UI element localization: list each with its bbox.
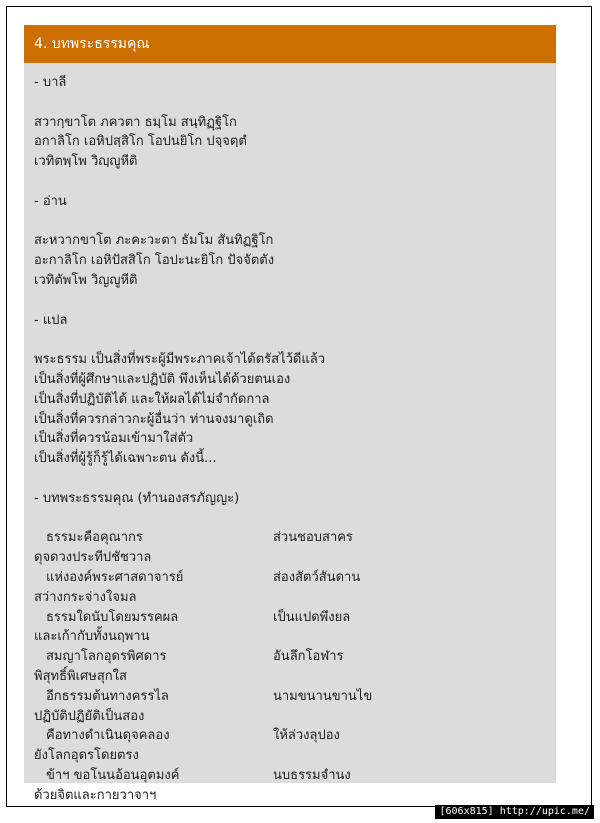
content-panel [24,63,556,803]
translation-heading: - แปล [34,312,68,328]
chant-right: ส่วนชอบสาคร [273,530,353,546]
chant-left: ธรรมใดนับโดยมรรคผล [46,609,179,625]
translation-line: เป็นสิ่งที่ผู้ศึกษาและปฏิบัติ พึงเห็นได้ด้วยตนเอง [34,371,291,387]
chant-stanza [34,608,546,648]
chant-cont: และเก้ากับทั้งนฤพาน [34,629,150,645]
chant-heading: - บทพระธรรมคุณ (ทำนองสรภัญญะ) [34,490,240,506]
chant-cont: ด้วยจิตและกายวาจาฯ [34,787,157,803]
image-host-watermark: [606x815] http://upic.me/ [435,805,594,819]
translation-line: เป็นสิ่งที่ควรน้อมเข้ามาใส่ตัว [34,431,194,447]
chant-cont: สว่างกระจ่างใจมล [34,589,137,605]
chant-stanza [34,687,546,727]
chant-right: เป็นแปดพึงยล [273,609,351,625]
chant-stanza [34,726,546,766]
translation-line: เป็นสิ่งที่ควรกล่าวกะผู้อื่นว่า ท่านจงมาดูเถิด [34,411,274,427]
chant-right: นบธรรมจำนง [273,767,351,783]
chant-left: สมญาโลกอุดรพิศดาร [46,649,167,665]
chant-right: ให้ล่วงลุปอง [273,728,340,744]
pali-heading: - บาลี [34,75,67,90]
pali-line: เวทิตพฺโพ วิญฺญูหีติ [34,154,138,170]
chant-left: อีกธรรมต้นทางครรไล [46,688,169,704]
reading-line: สะหวากขาโต ภะคะวะตา ธัมโม สันทิฏฐิโก [34,233,274,249]
chant-cont: ดุจดวงประทีปชัชวาล [34,550,152,566]
reading-line: อะกาลิโก เอหิปัสสิโก โอปะนะยิโก ปัจจัตตัง [34,253,275,269]
pali-line: สวากฺขาโต ภควตา ธมฺโม สนฺทิฏฺฐิโก [34,114,237,130]
reading-line: เวทิตัพโพ วิญญูหีติ [34,272,138,288]
chant-left: ข้าฯ ขอโนนอ้อนอุตมงค์ [46,767,180,783]
chant-stanza [34,568,546,608]
chant-right: อันลึกโอฬาร [273,649,344,665]
chant-stanza [34,647,546,687]
chant-stanza [34,766,546,806]
section-header [24,25,556,63]
reading-heading: - อ่าน [34,193,67,209]
chant-left: แห่งองค์พระศาสดาจารย์ [46,569,184,585]
chant-left: ธรรมะคือคุณากร [46,530,143,546]
chant-cont: ยังโลกอุดรโดยตรง [34,748,139,764]
translation-line: เป็นสิ่งที่ผู้รู้ก็รู้ได้เฉพาะตน ดังนี้... [34,451,217,467]
pali-line: อกาลิโก เอหิปสฺสิโก โอปนยิโก ปจฺจตฺตํ [34,134,247,150]
translation-line: เป็นสิ่งที่ปฏิบัติได้ และให้ผลได้ไม่จำกัดกาล [34,391,270,407]
chant-right: นามขนานขานไข [273,688,373,704]
chant-left: คือทางดำเนินดุจคลอง [46,728,170,744]
chant-stanza [34,528,546,568]
section-title: 4. บทพระธรรมคุณ [34,36,150,52]
translation-line: พระธรรม เป็นสิ่งที่พระผู้มีพระภาคเจ้าได้ตรัสไว้ดีแล้ว [34,352,326,368]
chant-cont: พิสุทธิ์พิเศษสุกใส [34,668,127,684]
chant-right: ส่องสัตว์สันดาน [273,569,361,585]
chant-cont: ปฏิบัติปฏิยัติเป็นสอง [34,708,145,724]
